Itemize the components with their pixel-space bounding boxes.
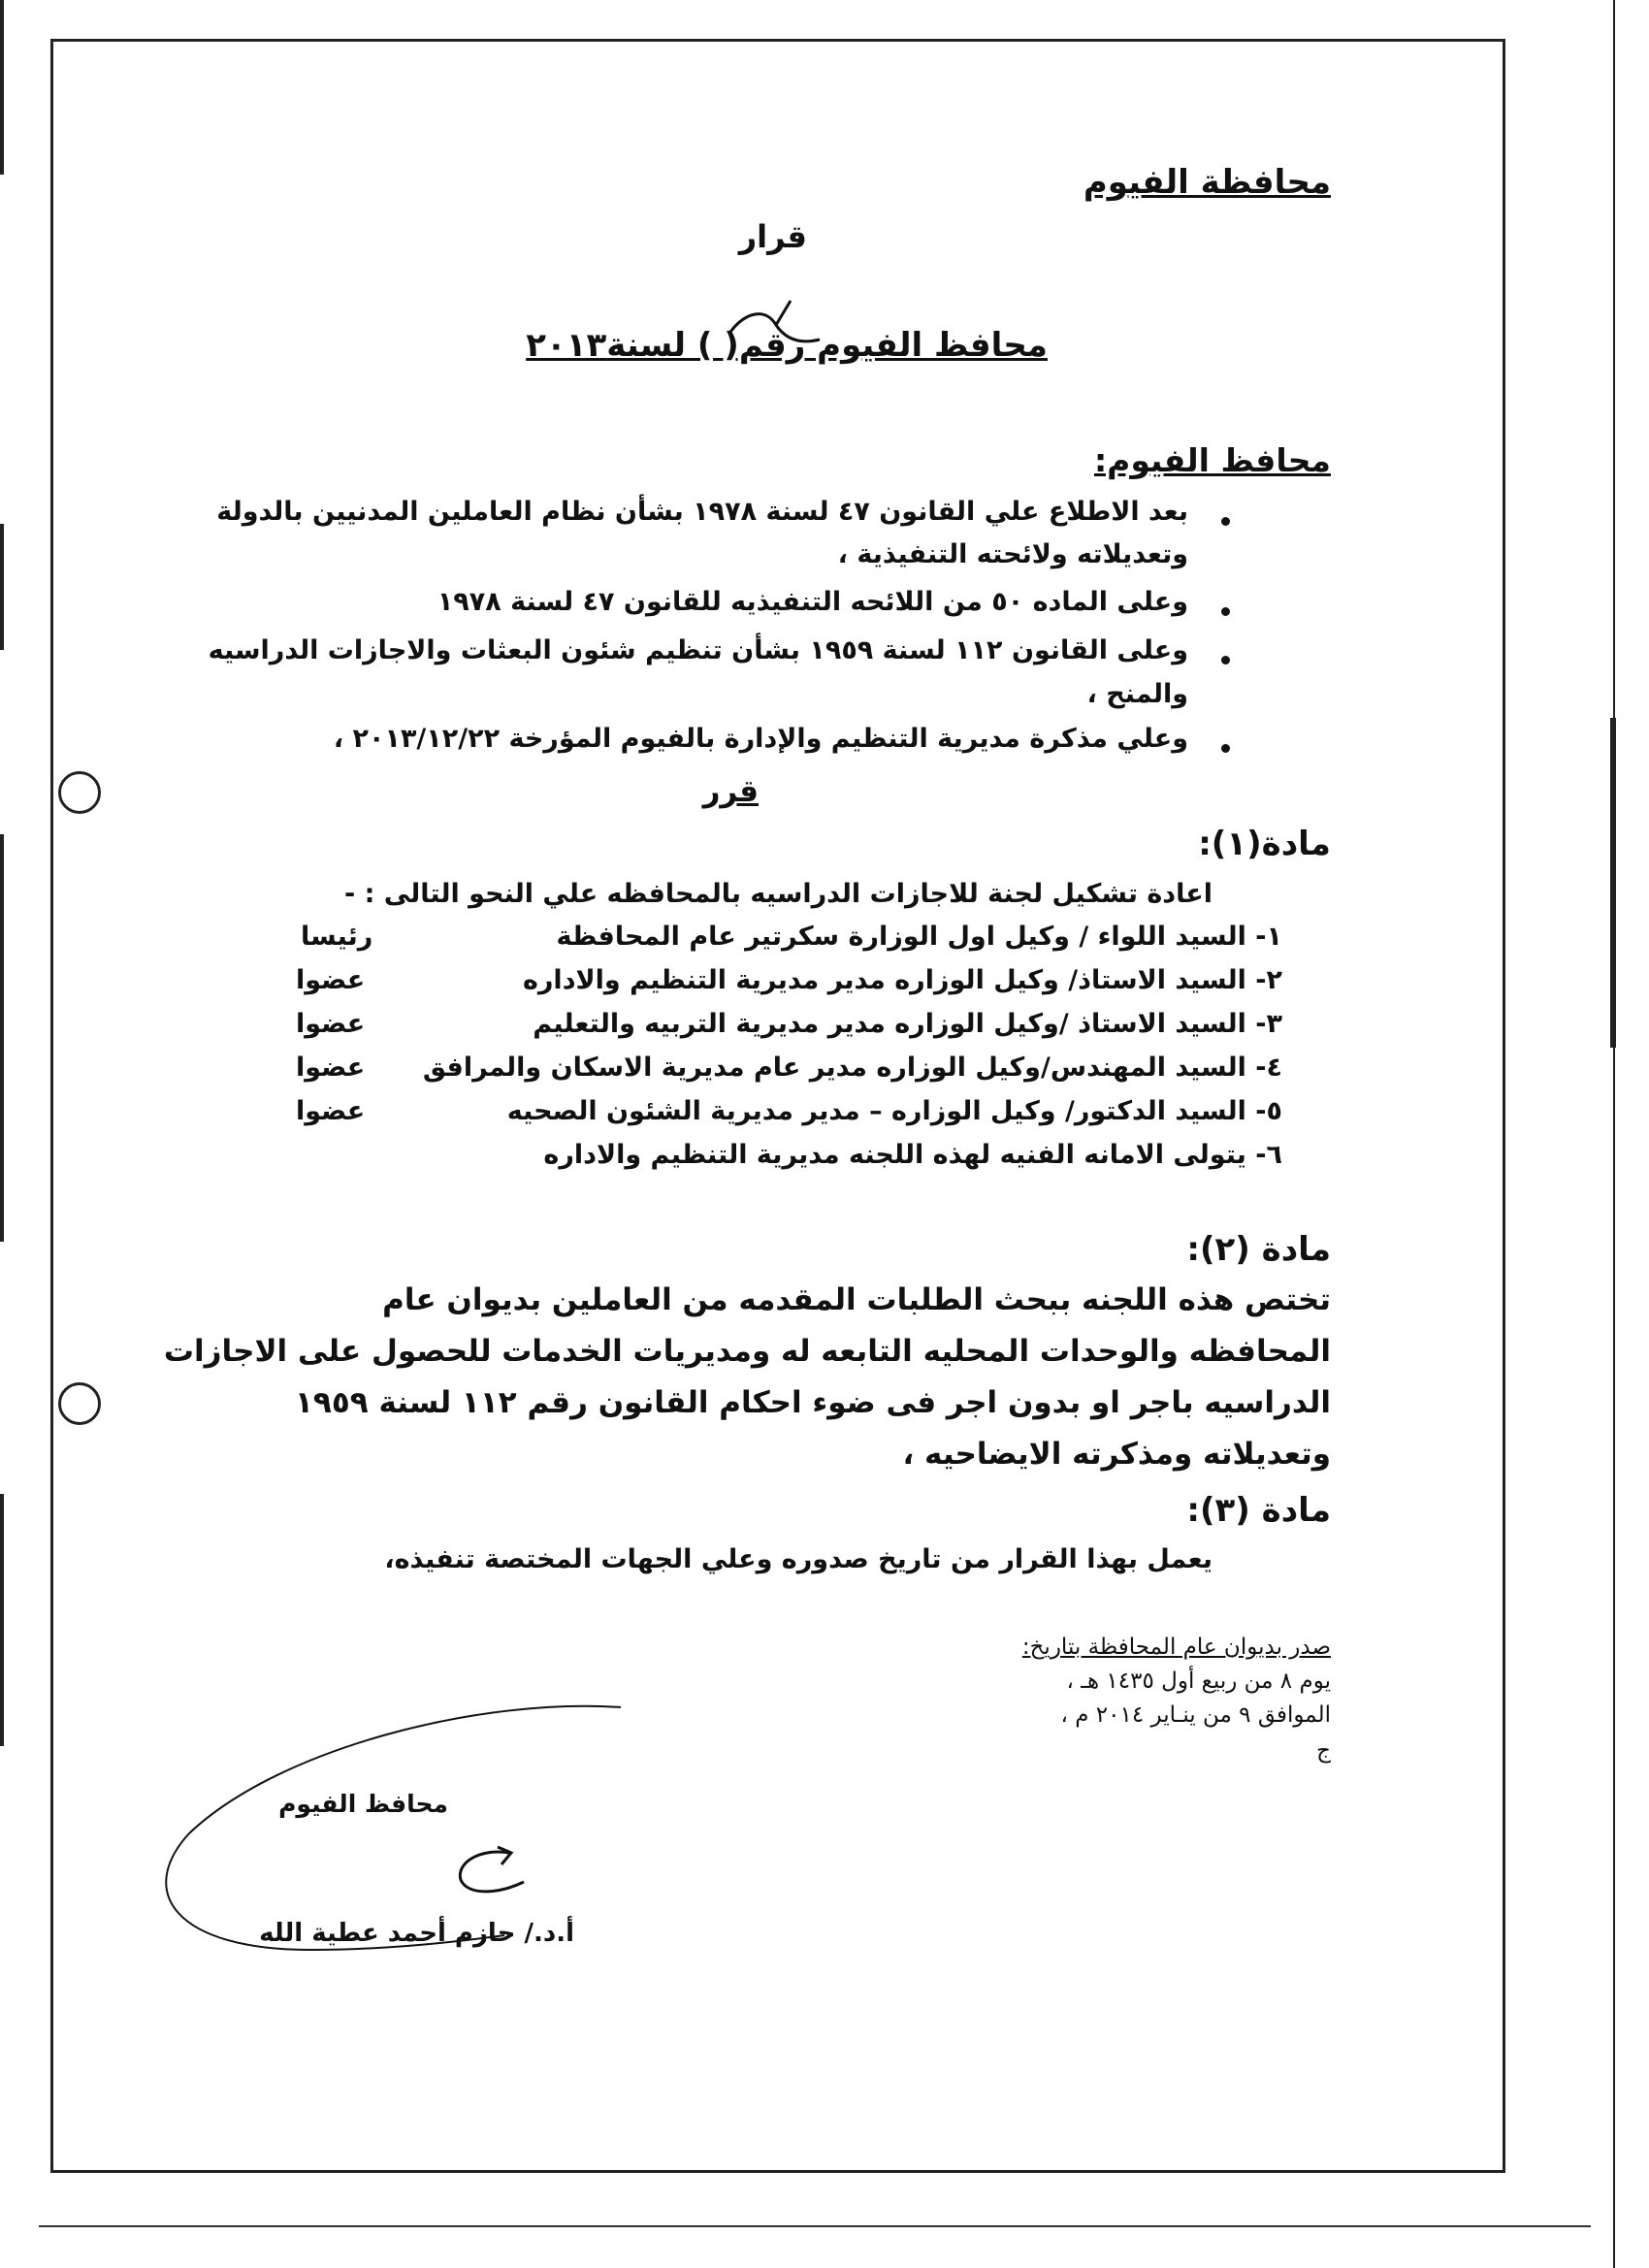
bullet <box>1221 607 1230 616</box>
article1-heading: مادة(١): <box>1198 825 1331 863</box>
article2-line: المحافظه والوحدات المحليه التابعه له ومديريات الخدمات للحصول على الاجازات <box>163 1334 1331 1369</box>
article2-line: وتعديلاته ومذكرته الايضاحيه ، <box>902 1437 1331 1472</box>
committee-role: عضوا <box>296 1009 366 1039</box>
committee-role: عضوا <box>296 1096 366 1126</box>
issuance-hijri-date: يوم ٨ من ربيع أول ١٤٣٥ هـ ، <box>1066 1669 1331 1694</box>
issuance-letter: ج <box>1316 1738 1331 1764</box>
scan-edge-mark <box>1610 718 1616 1048</box>
committee-member: ١- السيد اللواء / وكيل اول الوزارة سكرتير عام المحافظة <box>556 922 1282 952</box>
handwritten-number-mark <box>723 291 829 364</box>
preamble-heading: محافظ الفيوم: <box>1093 441 1331 479</box>
issuance-gregorian-date: الموافق ٩ من ينـاير ٢٠١٤ م ، <box>1060 1702 1331 1728</box>
committee-member: ٣- السيد الاستاذ /وكيل الوزاره مدير مديرية التربيه والتعليم <box>533 1009 1282 1039</box>
scan-bottom-line <box>39 2225 1591 2227</box>
article2-line: تختص هذه اللجنه ببحث الطلبات المقدمه من العاملين بديوان عام <box>382 1282 1331 1317</box>
bullet <box>1221 656 1230 664</box>
committee-role: عضوا <box>296 1053 366 1083</box>
scan-edge-mark <box>0 834 4 1242</box>
article3-heading: مادة (٣): <box>1186 1491 1331 1530</box>
scan-edge-mark <box>0 524 4 650</box>
preamble-item: وعلي مذكرة مديرية التنظيم والإدارة بالفيوم المؤرخة ٢٠١٣/١٢/٢٢ ، <box>333 724 1188 754</box>
preamble-item: وعلى الماده ٥٠ من اللائحه التنفيذيه للقانون ٤٧ لسنة ١٩٧٨ <box>436 587 1188 617</box>
committee-member: ٢- السيد الاستاذ/ وكيل الوزاره مدير مديرية التنظيم والاداره <box>522 965 1282 995</box>
punch-hole <box>58 771 101 814</box>
committee-member: ٦- يتولى الامانه الفنيه لهذه اللجنه مديرية التنظيم والاداره <box>543 1140 1282 1170</box>
article3-text: يعمل بهذا القرار من تاريخ صدوره وعلي الجهات المختصة تنفيذه، <box>384 1544 1212 1574</box>
preamble-item: بعد الاطلاع علي القانون ٤٧ لسنة ١٩٧٨ بشأن نظام العاملين المدنيين بالدولة <box>216 497 1188 527</box>
signature-title: محافظ الفيوم <box>278 1790 448 1818</box>
preamble-item: وعلى القانون ١١٢ لسنة ١٩٥٩ بشأن تنظيم شئون البعثات والاجازات الدراسيه <box>208 635 1188 665</box>
decided-heading: قرر <box>702 774 759 809</box>
signature-scribble <box>441 1843 538 1901</box>
article2-line: الدراسيه باجر او بدون اجر فى ضوء احكام القانون رقم ١١٢ لسنة ١٩٥٩ <box>295 1385 1331 1420</box>
scan-edge-mark <box>1613 0 1615 2268</box>
committee-member: ٤- السيد المهندس/وكيل الوزاره مدير عام مديرية الاسكان والمرافق <box>422 1053 1282 1083</box>
committee-role: عضوا <box>296 965 366 995</box>
issuance-heading: صدر بديوان عام المحافظة بتاريخ: <box>1021 1635 1331 1660</box>
committee-role: رئيسا <box>301 922 373 952</box>
decision-title: محافظ الفيوم رقم( ) لسنة٢٠١٣ <box>526 326 1048 365</box>
decision-word: قرار <box>738 218 807 255</box>
bullet <box>1221 744 1230 753</box>
signature-name: أ.د./ حازم أحمد عطية الله <box>259 1919 574 1948</box>
preamble-item-cont: وتعديلاته ولائحته التنفيذية ، <box>837 539 1188 569</box>
article1-intro: اعادة تشكيل لجنة للاجازات الدراسيه بالمحافظه علي النحو التالى : - <box>343 879 1212 909</box>
governorate-title: محافظة الفيوم <box>1083 163 1331 202</box>
committee-member: ٥- السيد الدكتور/ وكيل الوزاره – مدير مديرية الشئون الصحيه <box>506 1096 1282 1126</box>
bullet <box>1221 517 1230 526</box>
preamble-item-cont: والمنح ، <box>1086 679 1188 709</box>
scan-edge-mark <box>0 0 4 175</box>
scan-edge-mark <box>0 1494 4 1746</box>
article2-heading: مادة (٢): <box>1186 1230 1331 1269</box>
punch-hole <box>58 1382 101 1425</box>
